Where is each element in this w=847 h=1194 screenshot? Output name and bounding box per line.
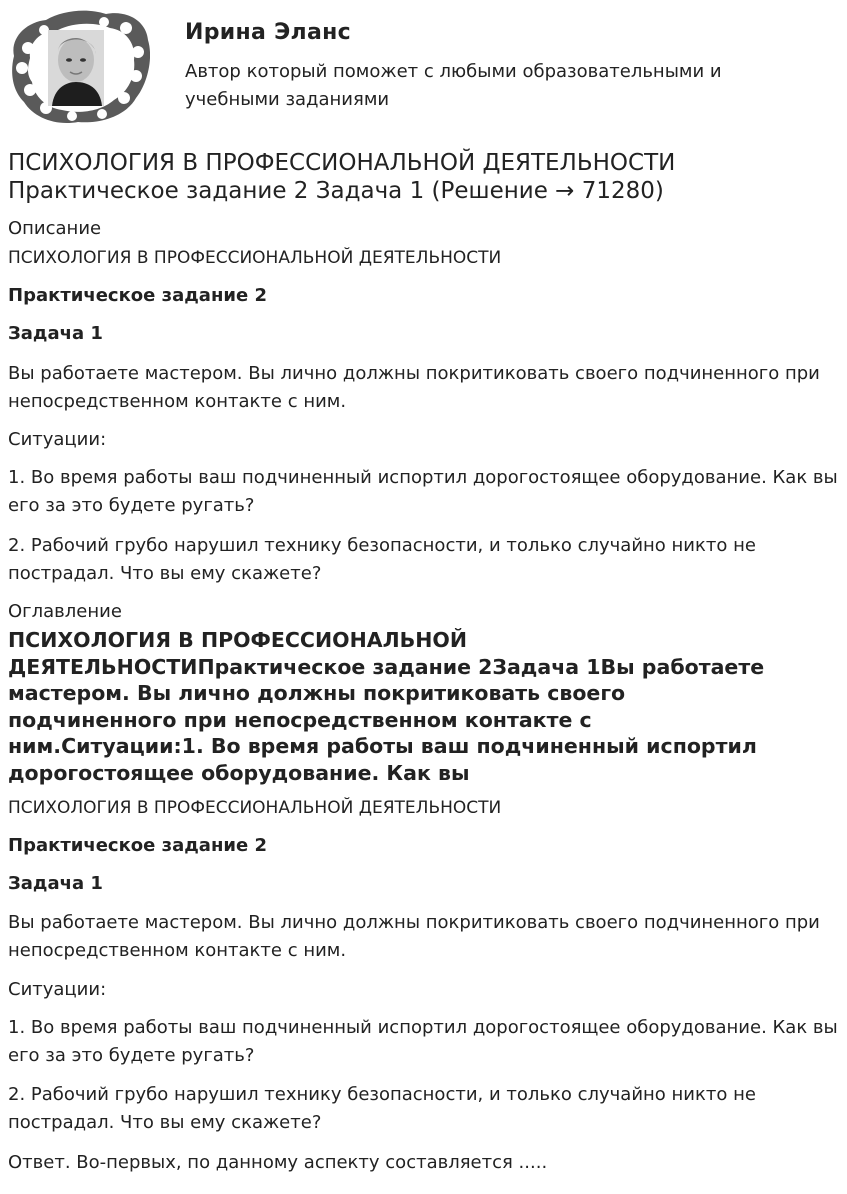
toc-summary-line: подчиненного при непосредственном контакте с bbox=[8, 707, 592, 732]
description-label: Описание bbox=[8, 218, 102, 239]
description-task: Практическое задание 2 bbox=[8, 285, 267, 306]
toc-summary-line: дорогостоящее оборудование. Как вы bbox=[8, 760, 470, 785]
page-title-line2: Практическое задание 2 Задача 1 (Решение → 71280) bbox=[8, 178, 664, 204]
toc-label: Оглавление bbox=[8, 601, 122, 622]
description-heading: ПСИХОЛОГИЯ В ПРОФЕССИОНАЛЬНОЙ ДЕЯТЕЛЬНОСТИ bbox=[8, 248, 502, 268]
toc-summary-line: мастером. Вы лично должны покритиковать своего bbox=[8, 681, 626, 705]
description-situation-2: 2. Рабочий грубо нарушил технику безопасности, и только случайно никто не пострадал. Что вы ему скажете? bbox=[8, 535, 756, 584]
toc-summary-line: ДЕЯТЕЛЬНОСТИПрактическое задание 2Задача 1Вы работаете bbox=[8, 654, 765, 679]
description-body bbox=[8, 244, 838, 272]
toc-situation-1: 1. Во время работы ваш подчиненный испортил дорогостоящее оборудование. Как вы его за это будете ругать? bbox=[8, 1017, 838, 1066]
description-problem: Задача 1 bbox=[8, 323, 103, 344]
description-situations-label: Ситуации: bbox=[8, 429, 107, 450]
description-situation-1: 1. Во время работы ваш подчиненный испортил дорогостоящее оборудование. Как вы его за это будете ругать? bbox=[8, 467, 838, 516]
page-title-line1: ПСИХОЛОГИЯ В ПРОФЕССИОНАЛЬНОЙ ДЕЯТЕЛЬНОСТИ bbox=[8, 150, 676, 176]
toc-situation-2: 2. Рабочий грубо нарушил технику безопасности, и только случайно никто не пострадал. Что вы ему скажете? bbox=[8, 1084, 756, 1133]
author-avatar[interactable] bbox=[8, 8, 150, 126]
toc-situations-label: Ситуации: bbox=[8, 979, 107, 1000]
portrait-photo bbox=[48, 30, 104, 106]
toc-summary-line: ПСИХОЛОГИЯ В ПРОФЕССИОНАЛЬНОЙ bbox=[8, 628, 467, 652]
page-title bbox=[8, 149, 838, 205]
toc-summary[interactable] bbox=[8, 627, 838, 786]
toc-heading: ПСИХОЛОГИЯ В ПРОФЕССИОНАЛЬНОЙ ДЕЯТЕЛЬНОСТИ bbox=[8, 798, 502, 818]
toc-summary-line: ним.Ситуации:1. Во время работы ваш подчиненный испортил bbox=[8, 734, 757, 758]
author-name[interactable]: Ирина Эланс bbox=[185, 20, 351, 45]
toc-problem: Задача 1 bbox=[8, 873, 103, 894]
author-description: Автор который поможет с любыми образовательными и учебными заданиями bbox=[185, 61, 722, 110]
description-intro: Вы работаете мастером. Вы лично должны покритиковать своего подчиненного при непосредственном контакте с ним. bbox=[8, 363, 820, 412]
toc-answer-preview: Ответ. Во-первых, по данному аспекту составляется ..... bbox=[8, 1152, 548, 1173]
author-card bbox=[8, 8, 838, 128]
toc-intro: Вы работаете мастером. Вы лично должны покритиковать своего подчиненного при непосредственном контакте с ним. bbox=[8, 912, 820, 961]
toc-task: Практическое задание 2 bbox=[8, 835, 267, 856]
description-section bbox=[8, 218, 838, 240]
